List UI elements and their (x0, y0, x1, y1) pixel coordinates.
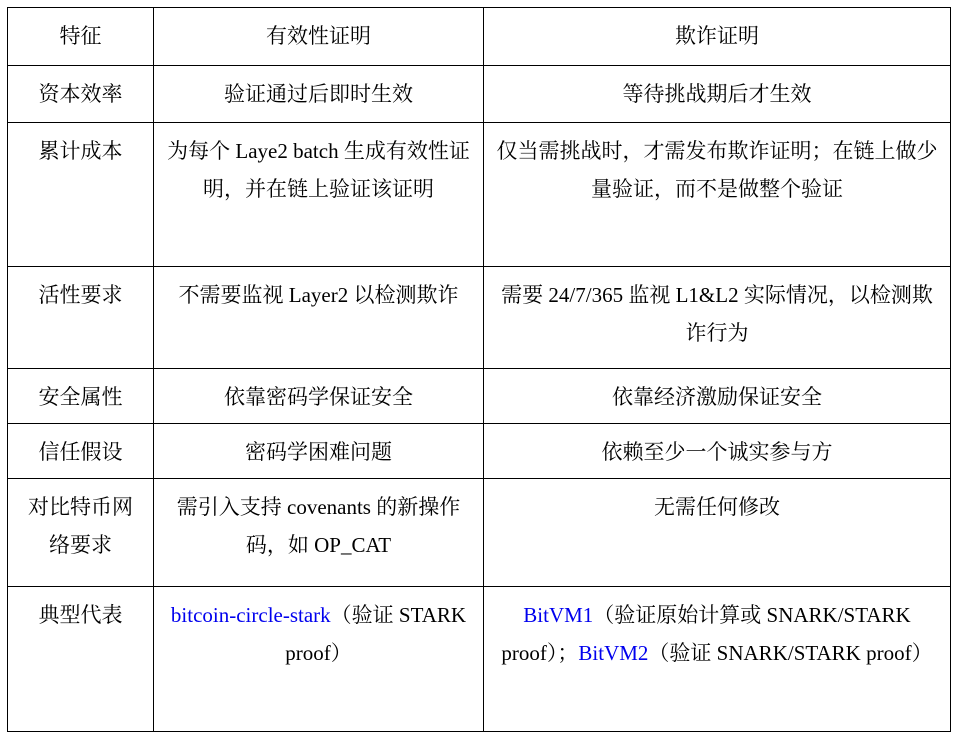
feature-cell: 累计成本 (8, 123, 154, 267)
fraud-cell: 依靠经济激励保证安全 (484, 369, 951, 424)
header-row (8, 8, 951, 66)
comparison-table (7, 7, 951, 732)
table-row (8, 267, 951, 369)
fraud-cell: 无需任何修改 (484, 479, 951, 587)
fraud-cell: 需要 24/7/365 监视 L1&L2 实际情况，以检测欺诈行为 (484, 267, 951, 369)
validity-cell: 依靠密码学保证安全 (154, 369, 484, 424)
table-row (8, 587, 951, 732)
validity-cell (154, 587, 484, 732)
fraud-cell: 仅当需挑战时，才需发布欺诈证明；在链上做少量验证，而不是做整个验证 (484, 123, 951, 267)
validity-typical-text: （验证 STARK proof） (285, 603, 467, 665)
table-row (8, 479, 951, 587)
table-row (8, 369, 951, 424)
col-header-validity-proof: 有效性证明 (154, 8, 484, 66)
bitvm1-link[interactable]: BitVM1 (523, 603, 594, 627)
fraud-cell (484, 587, 951, 732)
feature-cell: 资本效率 (8, 66, 154, 123)
feature-cell: 典型代表 (8, 587, 154, 732)
table-row (8, 424, 951, 479)
validity-cell: 密码学困难问题 (154, 424, 484, 479)
feature-cell: 活性要求 (8, 267, 154, 369)
fraud-cell: 依赖至少一个诚实参与方 (484, 424, 951, 479)
validity-cell: 需引入支持 covenants 的新操作码，如 OP_CAT (154, 479, 484, 587)
fraud-typical-text-1: （验证原始计算或 SNARK/STARK proof）； (501, 603, 911, 665)
feature-cell: 信任假设 (8, 424, 154, 479)
fraud-cell: 等待挑战期后才生效 (484, 66, 951, 123)
col-header-fraud-proof: 欺诈证明 (484, 8, 951, 66)
table-row (8, 66, 951, 123)
validity-cell: 为每个 Laye2 batch 生成有效性证明，并在链上验证该证明 (154, 123, 484, 267)
table-row (8, 123, 951, 267)
feature-cell: 安全属性 (8, 369, 154, 424)
col-header-feature: 特征 (8, 8, 154, 66)
fraud-typical-text-2: （验证 SNARK/STARK proof） (648, 641, 933, 665)
validity-cell: 验证通过后即时生效 (154, 66, 484, 123)
validity-cell: 不需要监视 Layer2 以检测欺诈 (154, 267, 484, 369)
bitcoin-circle-stark-link[interactable]: bitcoin-circle-stark (170, 603, 331, 627)
feature-cell: 对比特币网络要求 (8, 479, 154, 587)
bitvm2-link[interactable]: BitVM2 (578, 641, 649, 665)
